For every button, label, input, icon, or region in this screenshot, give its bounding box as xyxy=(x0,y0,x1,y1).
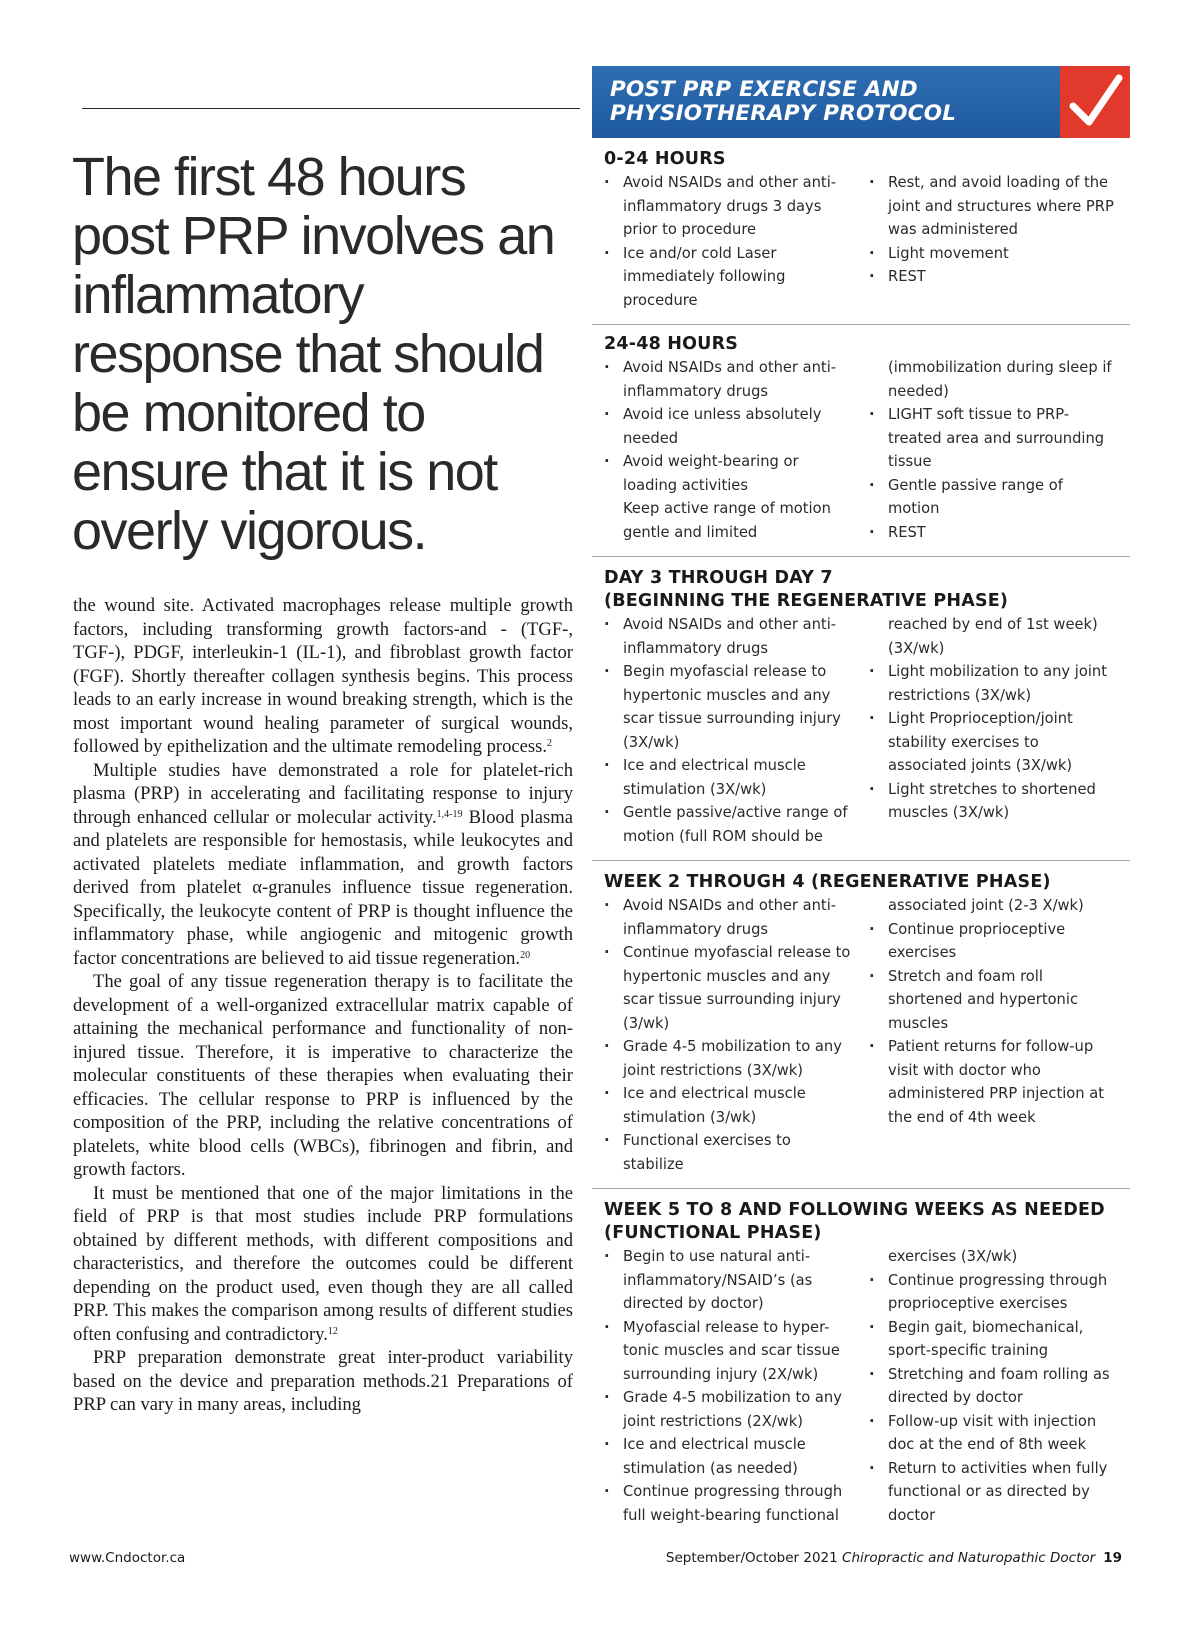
protocol-item: Keep active range of motion gentle and limited xyxy=(623,500,831,541)
citation: 12 xyxy=(327,1325,338,1337)
right-column xyxy=(869,171,1118,312)
section-week-5-to-8 xyxy=(592,1189,1130,1527)
citation: 1,4-19 xyxy=(436,808,463,820)
protocol-item: · Functional exercises to stabilize xyxy=(604,1129,853,1176)
footer-publication: Chiropractic and Naturopathic Doctor xyxy=(842,1550,1096,1566)
protocol-banner xyxy=(592,66,1130,138)
protocol-item: · Stretch and foam roll shortened and hypertonic muscles xyxy=(869,965,1118,1036)
protocol-item: · Continue myofascial release to hypertonic muscles and any scar tissue surrounding injury (3/wk) xyxy=(604,941,853,1035)
protocol-item: · Continue progressing through proprioceptive exercises xyxy=(869,1269,1118,1316)
section-title: 24-48 HOURS xyxy=(604,334,739,354)
footer-issue: September/October 2021 xyxy=(665,1550,838,1566)
protocol-item: · Light Proprioception/joint stability exercises to associated joints (3X/wk) xyxy=(869,707,1118,778)
right-column xyxy=(869,894,1118,1176)
section-24-48-hours xyxy=(592,325,1130,557)
protocol-item: · Patient returns for follow-up visit with doctor who administered PRP injection at the end of 4th week xyxy=(869,1035,1118,1129)
protocol-item: exercises (3X/wk) xyxy=(888,1248,1018,1265)
protocol-item: · REST xyxy=(869,521,1118,545)
protocol-item: · Light mobilization to any joint restrictions (3X/wk) xyxy=(869,660,1118,707)
protocol-item: · Continue proprioceptive exercises xyxy=(869,918,1118,965)
article-paragraph: It must be mentioned that one of the major limitations in the field of PRP is that most studies include PRP formulations obtained by different methods, with different compositions and characteristics, and therefore the outcomes could be different depending on the product used, even though they are all called PRP. This makes the comparison among results of different studies often confusing and contradictory.$^{12}$ xyxy=(73,1182,573,1345)
article-paragraph: The goal of any tissue regeneration therapy is to facilitate the development of a well-organized extracellular matrix capable of attaining the mechanical performance and functionality of non-injured tissue. Therefore, it is imperative to characterize the molecular constituents of these therapies when evaluating their efficacies. The cellular response to PRP is influenced by the composition of the PRP, including the relative concentrations of platelets, white blood cells (WBCs), fibrinogen and fibrin, and growth factors. xyxy=(73,971,573,1180)
protocol-item: · Light stretches to shortened muscles (3X/wk) xyxy=(869,778,1118,825)
protocol-item: · Myofascial release to hyper-tonic muscles and scar tissue surrounding injury (2X/wk) xyxy=(604,1316,853,1387)
footer-issue-info xyxy=(666,1550,1122,1566)
section-title: 0-24 HOURS xyxy=(604,149,726,169)
protocol-item: · Begin to use natural anti-inflammatory/NSAID’s (as directed by doctor) xyxy=(604,1245,853,1316)
protocol-item: · Avoid NSAIDs and other anti-inflammatory drugs 3 days prior to procedure xyxy=(604,171,853,242)
section-day-3-to-7 xyxy=(592,557,1130,861)
citation: 20 xyxy=(520,949,531,961)
protocol-item: · Ice and/or cold Laser immediately following procedure xyxy=(604,242,853,313)
article-paragraph: the wound site. Activated macrophages release multiple growth factors, including transforming growth factors-and - (TGF-, TGF-), PDGF, interleukin-1 (IL-1), and fibroblast growth factor (FGF). Shortly thereafter collagen synthesis begins. This process leads to an early increase in wound breaking strength, which is the most important wound healing parameter of surgical wounds, followed by epithelization and the ultimate remodeling process.$^2$ xyxy=(73,595,573,757)
protocol-title: POST PRP EXERCISE AND PHYSIOTHERAPY PROTOCOL xyxy=(610,77,957,126)
protocol-item: · Ice and electrical muscle stimulation (3X/wk) xyxy=(604,754,853,801)
protocol-item: · Grade 4-5 mobilization to any joint restrictions (3X/wk) xyxy=(604,1035,853,1082)
top-rule xyxy=(82,108,580,109)
protocol-item: · Return to activities when fully functional or as directed by doctor xyxy=(869,1457,1118,1528)
protocol-item: associated joint (2-3 X/wk) xyxy=(888,897,1084,914)
protocol-item: · REST xyxy=(869,265,1118,289)
protocol-item: · Gentle passive range of motion xyxy=(869,474,1118,521)
section-0-24-hours xyxy=(592,138,1130,325)
page-number: 19 xyxy=(1103,1550,1122,1566)
section-title: DAY 3 THROUGH DAY 7 (BEGINNING THE REGENERATIVE PHASE) xyxy=(604,568,1009,611)
right-column xyxy=(869,356,1118,544)
protocol-item: · Ice and electrical muscle stimulation (3/wk) xyxy=(604,1082,853,1129)
section-week-2-to-4 xyxy=(592,861,1130,1189)
article-paragraph: Multiple studies have demonstrated a role for platelet-rich plasma (PRP) in accelerating and facilitating response to injury through enhanced cellular or molecular activity.$^{1,4-19}$ Blood plasma and platelets are responsible for hemostasis, while leukocytes and activated platelets mediate inflammation, and growth factors derived from platelet α-granules influence tissue regeneration. Specifically, the leukocyte content of PRP is thought influence the inflammatory phase, while angiogenic and mitogenic growth factor concentrations are believed to aid tissue regeneration.$^{20}$ xyxy=(73,759,573,969)
protocol-item: · Avoid NSAIDs and other anti-inflammatory drugs xyxy=(604,356,853,403)
protocol-item: · Rest, and avoid loading of the joint and structures where PRP was administered xyxy=(869,171,1118,242)
pull-quote: The first 48 hours post PRP involves an inflammatory response that should be monitored to ensure that it is not overly vigorous. xyxy=(72,147,555,561)
protocol-item: · Continue progressing through full weight-bearing functional xyxy=(604,1480,853,1527)
footer-website: www.Cndoctor.ca xyxy=(69,1550,186,1566)
protocol-item: · Avoid ice unless absolutely needed xyxy=(604,403,853,450)
protocol-item: · Ice and electrical muscle stimulation (as needed) xyxy=(604,1433,853,1480)
left-column xyxy=(604,356,853,544)
check-badge xyxy=(1060,66,1130,138)
protocol-item: · Stretching and foam rolling as directed by doctor xyxy=(869,1363,1118,1410)
protocol-item: · LIGHT soft tissue to PRP-treated area and surrounding tissue xyxy=(869,403,1118,474)
left-column xyxy=(604,1245,853,1527)
right-column xyxy=(869,1245,1118,1527)
left-column xyxy=(604,171,853,312)
protocol-item: · Avoid NSAIDs and other anti-inflammatory drugs xyxy=(604,894,853,941)
protocol-item: · Avoid NSAIDs and other anti-inflammatory drugs xyxy=(604,613,853,660)
protocol-item: · Follow-up visit with injection doc at the end of 8th week xyxy=(869,1410,1118,1457)
right-column xyxy=(869,613,1118,848)
protocol-item: · Avoid weight-bearing or loading activities xyxy=(604,450,853,497)
left-column xyxy=(604,613,853,848)
left-column xyxy=(604,894,853,1176)
protocol-item: (immobilization during sleep if needed) xyxy=(888,359,1112,400)
protocol-item: · Begin gait, biomechanical, sport-specific training xyxy=(869,1316,1118,1363)
protocol-item: reached by end of 1st week) (3X/wk) xyxy=(888,616,1098,657)
section-title: WEEK 5 TO 8 AND FOLLOWING WEEKS AS NEEDED (FUNCTIONAL PHASE) xyxy=(604,1200,1105,1243)
article-body xyxy=(73,594,573,1417)
article-paragraph: PRP preparation demonstrate great inter-product variability based on the device and preparation methods.21 Preparations of PRP can vary in many areas, including xyxy=(73,1347,573,1415)
protocol-item: · Light movement xyxy=(869,242,1118,266)
protocol-item: · Grade 4-5 mobilization to any joint restrictions (2X/wk) xyxy=(604,1386,853,1433)
protocol-item: · Gentle passive/active range of motion (full ROM should be xyxy=(604,801,853,848)
protocol-item: · Begin myofascial release to hypertonic muscles and any scar tissue surrounding injury (3X/wk) xyxy=(604,660,853,754)
section-title: WEEK 2 THROUGH 4 (REGENERATIVE PHASE) xyxy=(604,872,1051,892)
citation: 2 xyxy=(547,738,553,749)
protocol-sidebar xyxy=(592,66,1130,1527)
checkmark-icon xyxy=(1065,70,1125,134)
